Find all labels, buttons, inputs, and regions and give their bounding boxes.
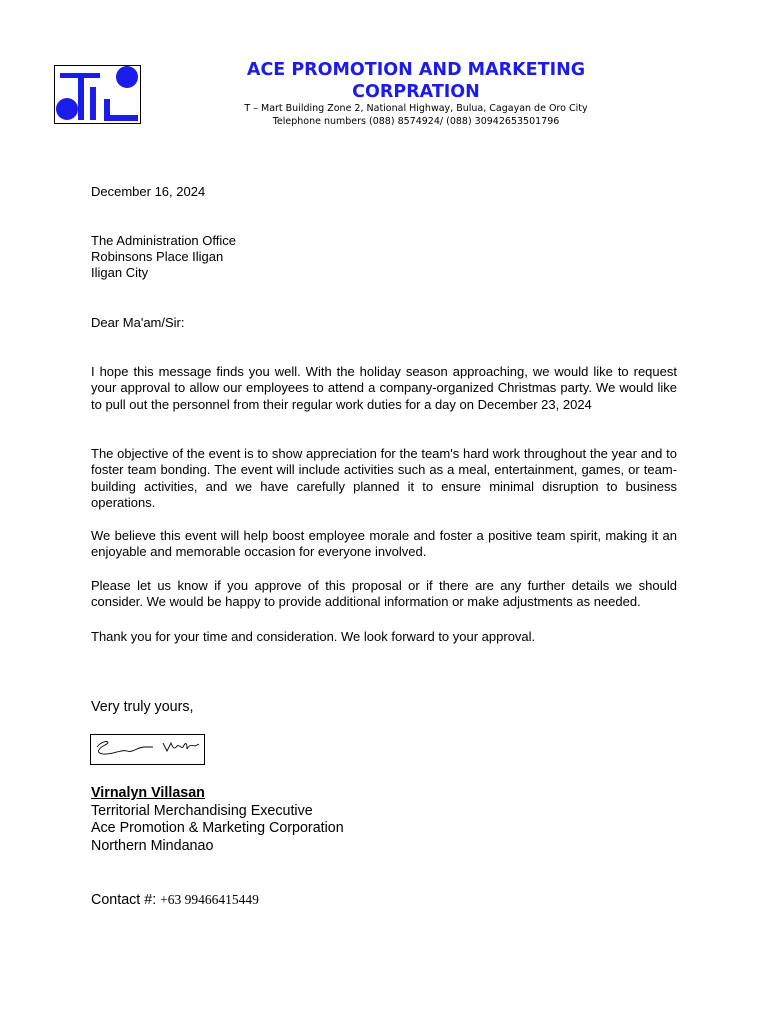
- paragraph-thanks: Thank you for your time and consideration. We look forward to your approval.: [91, 629, 536, 644]
- paragraph-objective: The objective of the event is to show appreciation for the team's hard work throughout the year and to foster team bonding. The event will include activities such as a meal, entertainment, games, or team-building activities, and we have carefully planned it to ensure minimal disruption to business operations.: [91, 446, 677, 510]
- signature-image: [90, 734, 205, 765]
- contact-label: Contact #:: [91, 892, 157, 908]
- contact-line: [91, 891, 259, 910]
- recipient-line-3: Iligan City: [91, 265, 149, 280]
- signer-region: Northern Mindanao: [91, 838, 214, 854]
- recipient-line-2: Robinsons Place Iligan: [91, 249, 224, 264]
- signer-name: Virnalyn Villasan: [91, 785, 205, 801]
- letter-date: December 16, 2024: [91, 184, 206, 199]
- recipient-line-1: The Administration Office: [91, 233, 236, 248]
- company-address: T – Mart Building Zone 2, National Highway, Bulua, Cagayan de Oro City: [244, 103, 588, 114]
- signer-company: Ace Promotion & Marketing Corporation: [91, 820, 344, 836]
- company-telephone: Telephone numbers (088) 8574924/ (088) 30942653501796: [272, 116, 560, 127]
- signature-scribble: [91, 735, 204, 764]
- paragraph-morale: We believe this event will help boost employee morale and foster a positive team spirit, making it an enjoyable and memorable occasion for everyone involved.: [91, 528, 677, 560]
- closing: Very truly yours,: [91, 699, 194, 715]
- company-name: ACE PROMOTION AND MARKETING CORPRATION: [246, 60, 586, 102]
- signer-title: Territorial Merchandising Executive: [91, 803, 313, 819]
- paragraph-request: I hope this message finds you well. With the holiday season approaching, we would like to request your approval to allow our employees to attend a company-organized Christmas party. We would like to pull out the personnel from their regular work duties for a day on December 23, 2024: [91, 364, 677, 412]
- company-logo: [54, 65, 141, 124]
- salutation: Dear Ma'am/Sir:: [91, 315, 185, 330]
- paragraph-approval: Please let us know if you approve of this proposal or if there are any further details we should consider. We would be happy to provide additional information or make adjustments as needed.: [91, 578, 677, 610]
- contact-number: +63 99466415449: [160, 892, 259, 907]
